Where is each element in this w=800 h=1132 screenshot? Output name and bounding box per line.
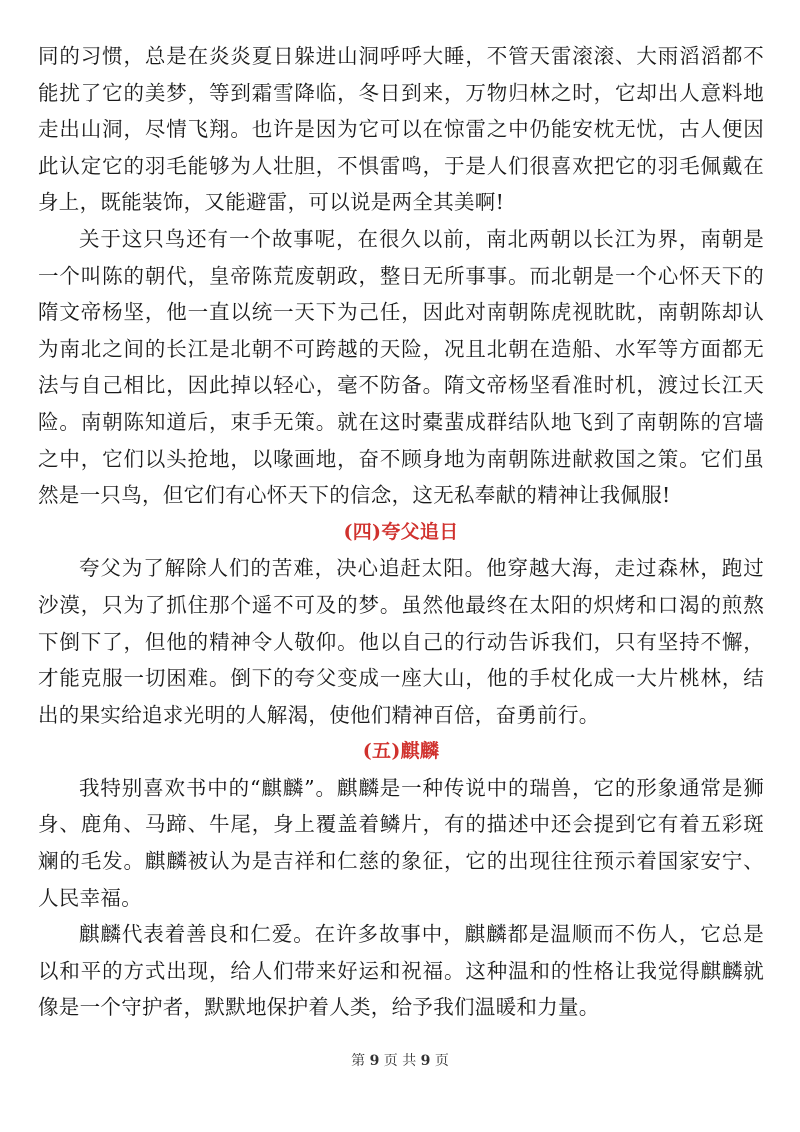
- page-footer: [0, 1050, 800, 1070]
- section-heading-qilin: (五)麒麟: [362, 740, 440, 763]
- footer-middle: 页 共: [383, 1053, 417, 1069]
- footer-suffix: 页: [434, 1053, 449, 1069]
- footer-total-pages: 9: [420, 1053, 431, 1069]
- paragraph-kuafu: 夸父为了解除人们的苦难，决心追赶太阳。他穿越大海，走过森林，跑过沙漠，只为了抓住那个遥不可及的梦。虽然他最终在太阳的炽烤和口渴的煎熬下倒下了，但他的精神令人敬仰。他以自己的行动告诉我们，只有坚持不懈，才能克服一切困难。倒下的夸父变成一座大山，他的手杖化成一大片桃林，结出的果实给追求光明的人解渴，使他们精神百倍，奋勇前行。: [38, 556, 764, 727]
- document-body: [38, 38, 764, 1026]
- section-heading-kuafu: (四)夸父追日: [343, 520, 459, 543]
- paragraph-continued: 同的习惯，总是在炎炎夏日躲进山洞呼呼大睡，不管天雷滚滚、大雨滔滔都不能扰了它的美梦，等到霜雪降临，冬日到来，万物归林之时，它却出人意料地走出山洞，尽情飞翔。也许是因为它可以在惊雷之中仍能安枕无忧，古人便因此认定它的羽毛能够为人壮胆，不惧雷鸣，于是人们很喜欢把它的羽毛佩戴在身上，既能装饰，又能避雷，可以说是两全其美啊!: [38, 44, 764, 215]
- paragraph-bird-story: 关于这只鸟还有一个故事呢，在很久以前，南北两朝以长江为界，南朝是一个叫陈的朝代，皇帝陈荒废朝政，整日无所事事。而北朝是一个心怀天下的隋文帝杨坚，他一直以统一天下为己任，因此对南朝陈虎视眈眈，南朝陈却认为南北之间的长江是北朝不可跨越的天险，况且北朝在造船、水军等方面都无法与自己相比，因此掉以轻心，毫不防备。隋文帝杨坚看准时机，渡过长江天险。南朝陈知道后，束手无策。就在这时橐蜚成群结队地飞到了南朝陈的宫墙之中，它们以头抢地，以喙画地，奋不顾身地为南朝陈进献救国之策。它们虽然是一只鸟，但它们有心怀天下的信念，这无私奉献的精神让我佩服!: [38, 226, 764, 508]
- paragraph-qilin-1: 我特别喜欢书中的“麒麟”。麒麟是一种传说中的瑞兽，它的形象通常是狮身、鹿角、马蹄、牛尾，身上覆盖着鳞片，有的描述中还会提到它有着五彩斑斓的毛发。麒麟被认为是吉祥和仁慈的象征，它的出现往往预示着国家安宁、人民幸福。: [38, 775, 764, 910]
- footer-prefix: 第: [351, 1053, 366, 1069]
- paragraph-qilin-2: 麒麟代表着善良和仁爱。在许多故事中，麒麟都是温顺而不伤人，它总是以和平的方式出现，给人们带来好运和祝福。这种温和的性格让我觉得麒麟就像是一个守护者，默默地保护着人类，给予我们温暖和力量。: [38, 922, 764, 1020]
- footer-current-page: 9: [369, 1053, 380, 1069]
